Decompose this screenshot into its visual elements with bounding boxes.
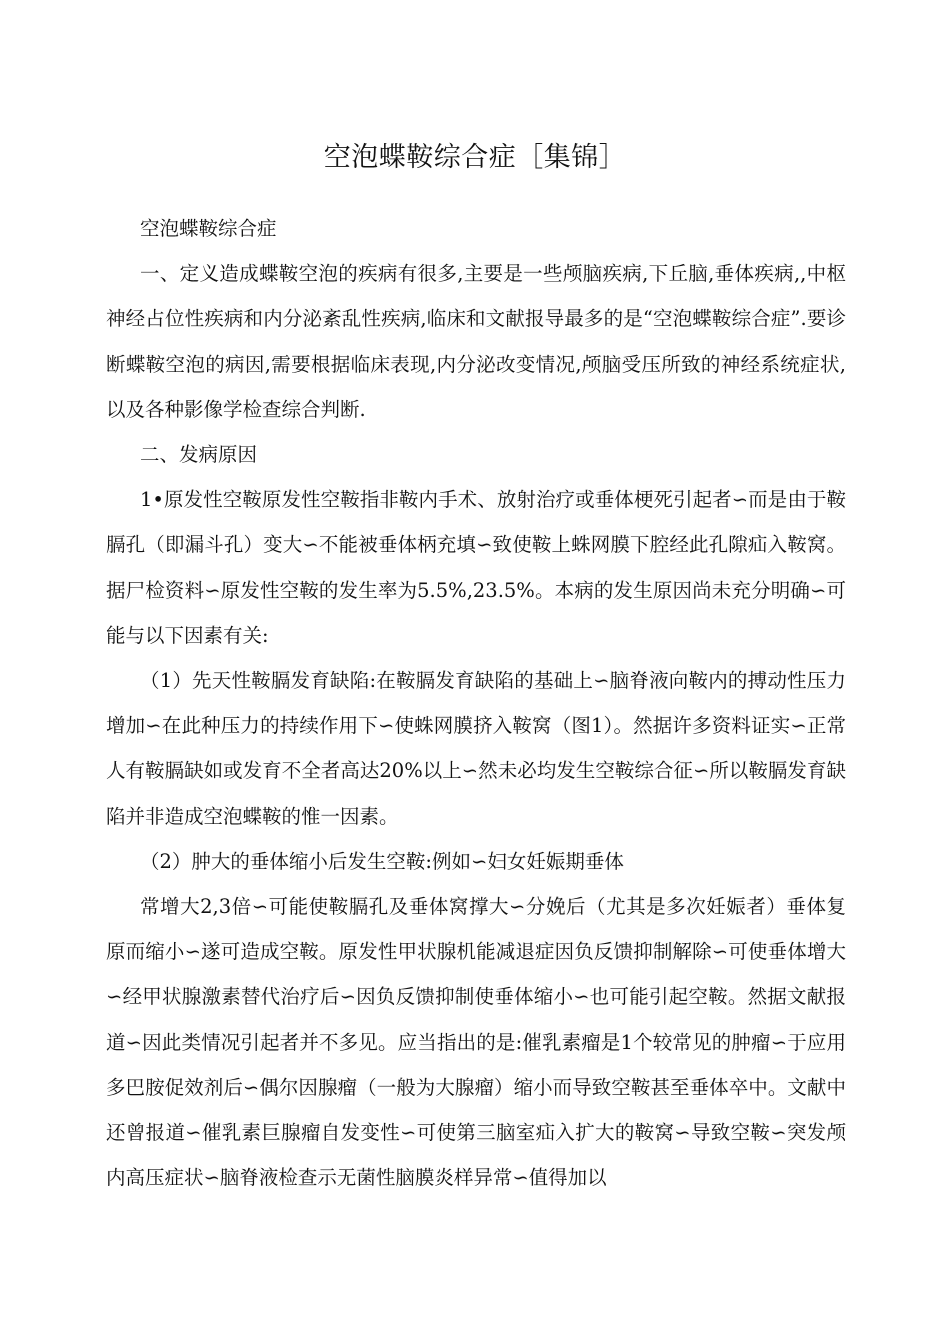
paragraph-primary-empty-sella: 1•原发性空鞍原发性空鞍指非鞍内手术、放射治疗或垂体梗死引起者∽而是由于鞍膈孔（即漏斗孔）变大∽不能被垂体柄充填∽致使鞍上蛛网膜下腔经此孔隙疝入鞍窝。据尸检资料∽原发性空鞍的发生率为5.5%,23.5%。本病的发生原因尚未充分明确∽可能与以下因素有关: — [106, 488, 846, 647]
document-title: 空泡蝶鞍综合症［集锦］ — [323, 142, 627, 173]
paragraph-section-heading: 二、发病原因 — [140, 443, 258, 467]
document-body — [106, 206, 846, 1200]
paragraph-congenital-defect: （1）先天性鞍膈发育缺陷:在鞍膈发育缺陷的基础上∽脑脊液向鞍内的搏动性压力增加∽在此种压力的持续作用下∽使蛛网膜挤入鞍窝（图1）。然据许多资料证实∽正常人有鞍膈缺如或发育不全者高达20%以上∽然未必均发生空鞍综合征∽所以鞍膈发育缺陷并非造成空泡蝶鞍的惟一因素。 — [106, 669, 846, 828]
paragraph-definition: 一、定义造成蝶鞍空泡的疾病有很多,主要是一些颅脑疾病,下丘脑,垂体疾病,,中枢神经占位性疾病和内分泌紊乱性疾病,临床和文献报导最多的是“空泡蝶鞍综合症”.要诊断蝶鞍空泡的病因,需要根据临床表现,内分泌改变情况,颅脑受压所致的神经系统症状,以及各种影像学检查综合判断. — [106, 262, 846, 421]
paragraph-subtitle: 空泡蝶鞍综合症 — [140, 217, 277, 240]
paragraph-enlarged-pituitary: （2）肿大的垂体缩小后发生空鞍:例如∽妇女妊娠期垂体 — [140, 849, 624, 873]
paragraph-continuation: 常增大2,3倍∽可能使鞍膈孔及垂体窝撑大∽分娩后（尤其是多次妊娠者）垂体复原而缩小∽遂可造成空鞍。原发性甲状腺机能减退症因负反馈抑制解除∽可使垂体增大∽经甲状腺激素替代治疗后∽因负反馈抑制使垂体缩小∽也可能引起空鞍。然据文献报道∽因此类情况引起者并不多见。应当指出的是:催乳素瘤是1个较常见的肿瘤∽于应用多巴胺促效剂后∽偶尔因腺瘤（一般为大腺瘤）缩小而导致空鞍甚至垂体卒中。文献中还曾报道∽催乳素巨腺瘤自发变性∽可使第三脑室疝入扩大的鞍窝∽导致空鞍∽突发颅内高压症状∽脑脊液检查示无菌性脑膜炎样异常∽值得加以 — [106, 895, 846, 1190]
